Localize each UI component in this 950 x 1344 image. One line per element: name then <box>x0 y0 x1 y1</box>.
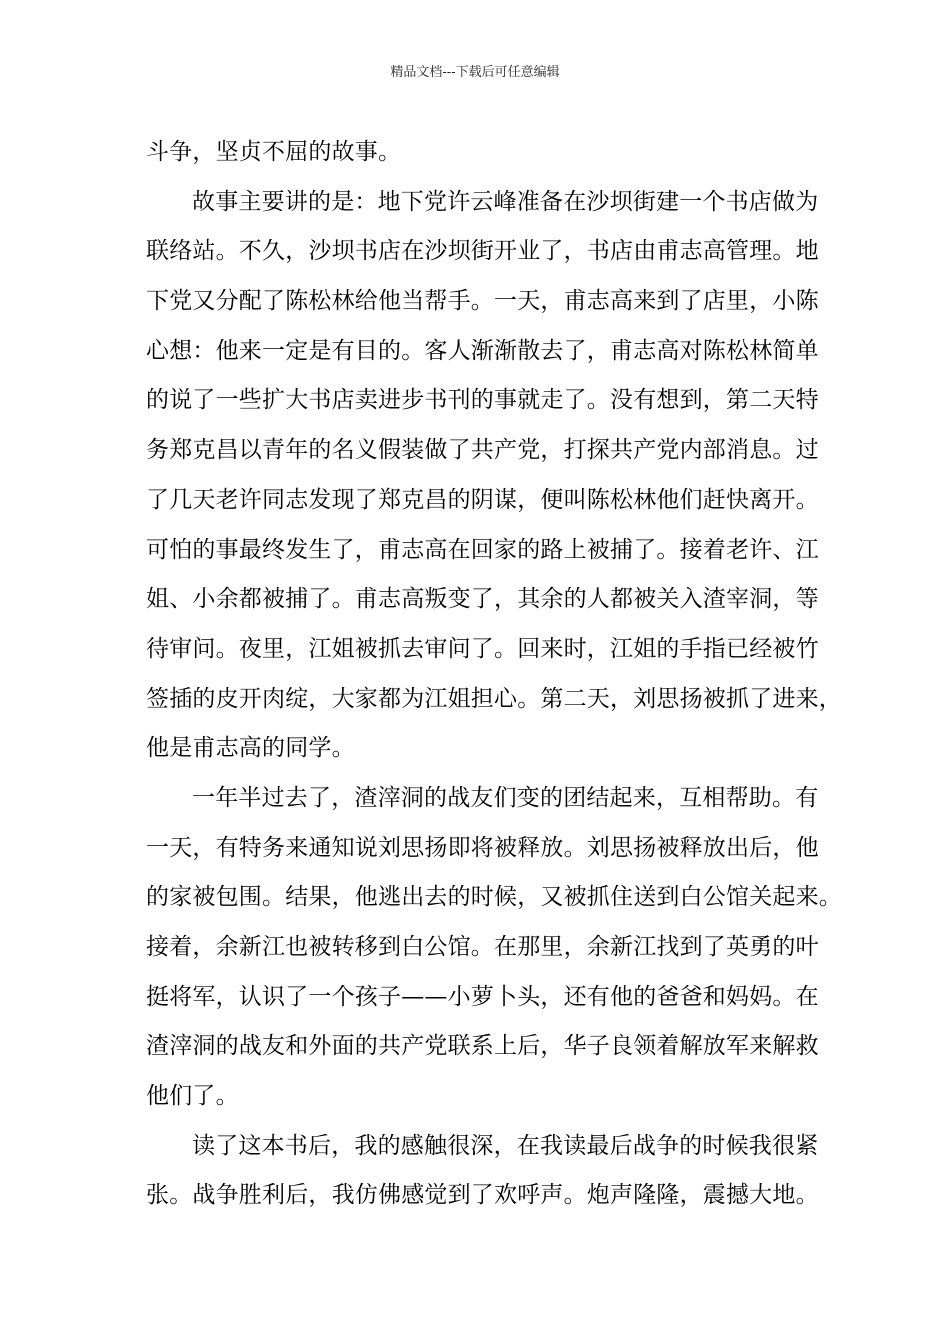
text-line: 故事主要讲的是：地下党许云峰准备在沙坝街建一个书店做为 <box>192 188 819 215</box>
text-line: 一天，有特务来通知说刘思扬即将被释放。刘思扬被释放出后，他 <box>146 834 819 861</box>
text-line: 姐、小余都被捕了。甫志高叛变了，其余的人都被关入渣宰洞，等 <box>146 586 819 613</box>
text-line: 可怕的事最终发生了，甫志高在回家的路上被捕了。接着老许、江 <box>146 536 819 563</box>
text-line: 接着，余新江也被转移到白公馆。在那里，余新江找到了英勇的叶 <box>146 934 819 960</box>
text-line: 一年半过去了，渣滓洞的战友们变的团结起来，互相帮助。有 <box>192 784 819 811</box>
text-line: 待审问。夜里，江姐被抓去审问了。回来时，江姐的手指已经被竹 <box>146 635 819 662</box>
text-line: 读了这本书后，我的感触很深，在我读最后战争的时候我很紧 <box>192 1132 819 1159</box>
text-line: 斗争，坚贞不屈的故事。 <box>146 139 402 165</box>
text-line: 下党又分配了陈松林给他当帮手。一天，甫志高来到了店里，小陈 <box>146 288 819 315</box>
text-line: 的家被包围。结果，他逃出去的时候，又被抓住送到白公馆关起来。 <box>146 884 842 911</box>
text-line: 了几天老许同志发现了郑克昌的阴谋，便叫陈松林他们赶快离开。 <box>146 486 819 513</box>
text-line: 挺将军，认识了一个孩子——小萝卜头，还有他的爸爸和妈妈。在 <box>146 983 819 1010</box>
text-line: 他是甫志高的同学。 <box>146 735 355 762</box>
document-header: 精品文档---下载后可任意编辑 <box>390 65 560 80</box>
document-body <box>146 128 842 1221</box>
text-line: 张。战争胜利后，我仿佛感觉到了欢呼声。炮声隆隆，震撼大地。 <box>146 1182 819 1209</box>
text-line: 联络站。不久，沙坝书店在沙坝街开业了，书店由甫志高管理。地 <box>146 238 819 265</box>
text-line: 签插的皮开肉绽，大家都为江姐担心。第二天，刘思扬被抓了进来， <box>146 685 842 712</box>
text-line: 务郑克昌以青年的名义假装做了共产党，打探共产党内部消息。过 <box>146 437 819 464</box>
text-line: 的说了一些扩大书店卖进步书刊的事就走了。没有想到，第二天特 <box>146 387 819 414</box>
text-line: 渣滓洞的战友和外面的共产党联系上后，华子良领着解放军来解救 <box>146 1033 819 1060</box>
text-line: 他们了。 <box>146 1083 239 1110</box>
text-line: 心想：他来一定是有目的。客人渐渐散去了，甫志高对陈松林简单 <box>146 337 819 364</box>
